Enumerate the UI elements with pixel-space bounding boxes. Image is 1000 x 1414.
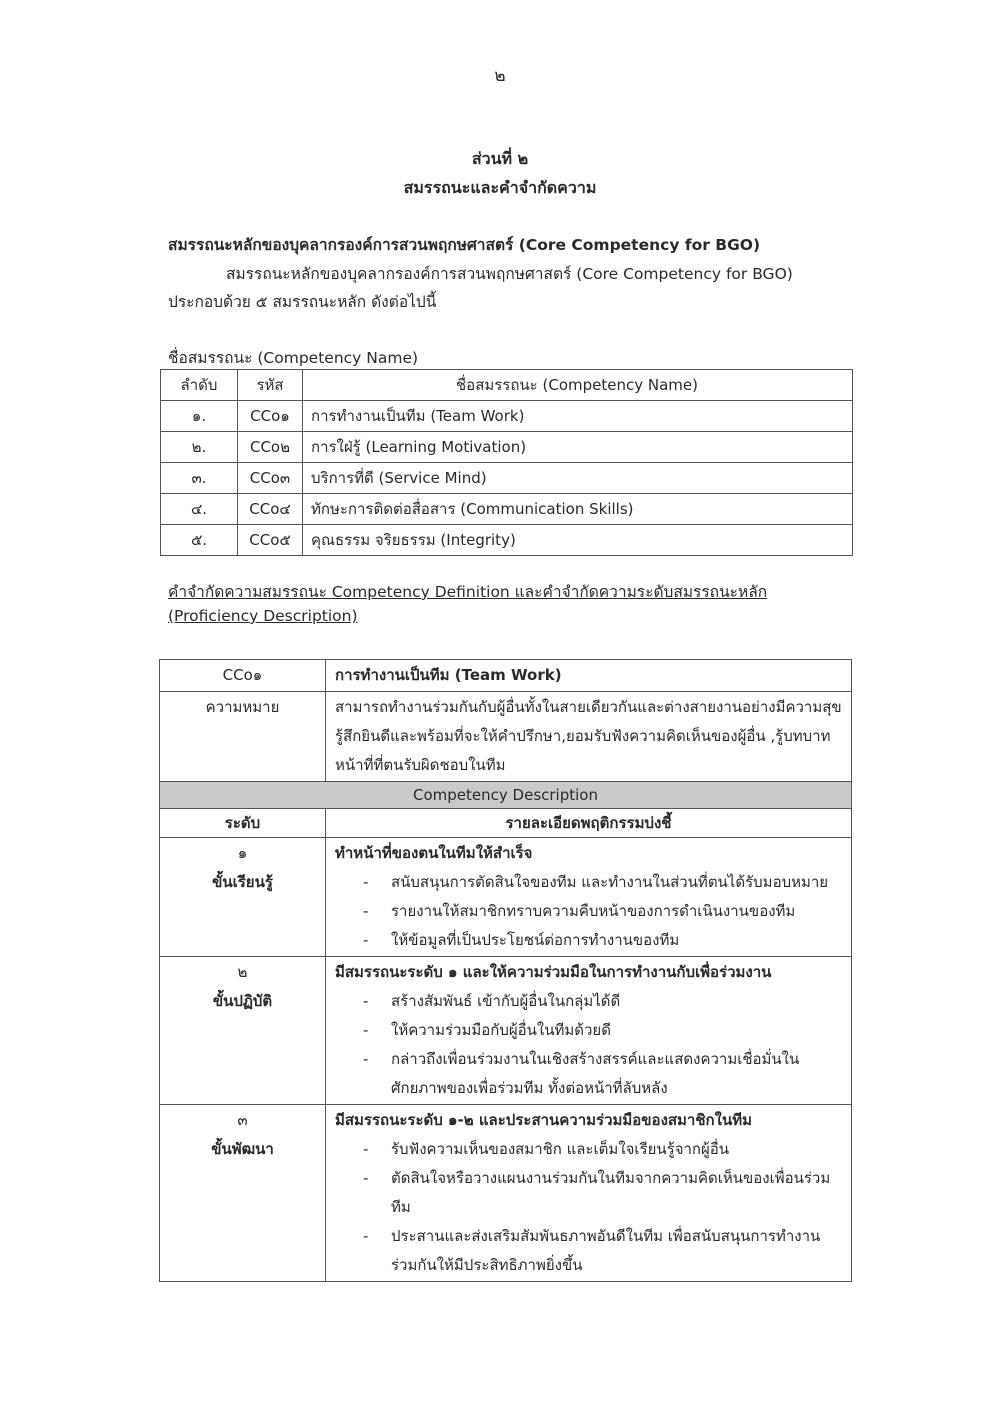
dash-bullet: - [363, 1227, 369, 1245]
competency-detail-table [159, 659, 852, 1282]
row-name: การใฝ่รู้ (Learning Motivation) [303, 432, 853, 463]
level-header: ระดับ [160, 809, 326, 838]
behavior-text: ตัดสินใจหรือวางแผนงานร่วมกันในทีมจากความคิดเห็นของเพื่อนร่วมทีม [391, 1169, 831, 1216]
row-code: CCo๒ [238, 432, 303, 463]
page-number: ๒ [494, 66, 506, 86]
intro-text-line2: ประกอบด้วย ๕ สมรรถนะหลัก ดังต่อไปนี้ [168, 293, 437, 311]
dash-bullet: - [363, 992, 369, 1010]
behavior-text: สนับสนุนการตัดสินใจของทีม และทำงานในส่วนที่ตนได้รับมอบหมาย [391, 873, 829, 891]
level-title: ทำหน้าที่ของตนในทีมให้สำเร็จ [335, 844, 533, 862]
row-name: การทำงานเป็นทีม (Team Work) [303, 401, 853, 432]
table-header-row [161, 370, 853, 401]
header-order: ลำดับ [161, 370, 238, 401]
description-header-row [160, 782, 852, 809]
row-name: บริการที่ดี (Service Mind) [303, 463, 853, 494]
behavior-cell [326, 1105, 852, 1282]
behavior-text: ให้ความร่วมมือกับผู้อื่นในทีมด้วยดี [391, 1021, 611, 1039]
meaning-label: ความหมาย [160, 692, 326, 782]
level-number: ๑ [237, 844, 248, 862]
row-code: CCo๑ [238, 401, 303, 432]
dash-bullet: - [363, 1021, 369, 1039]
part-title: ส่วนที่ ๒ [471, 149, 529, 168]
dash-bullet: - [363, 1169, 369, 1187]
behavior-list [335, 1135, 845, 1280]
header-name: ชื่อสมรรถนะ (Competency Name) [303, 370, 853, 401]
row-code: CCo๔ [238, 494, 303, 525]
row-order: ๒. [161, 432, 238, 463]
behavior-text: รับฟังความเห็นของสมาชิก และเต็มใจเรียนรู้จากผู้อื่น [391, 1140, 730, 1158]
behavior-list [335, 987, 845, 1103]
level-name: ขั้นปฏิบัติ [212, 992, 273, 1010]
level-row [160, 1105, 852, 1282]
meaning-text: สามารถทำงานร่วมกันกับผู้อื่นทั้งในสายเดียวกันและต่างสายงานอย่างมีความสุขรู้สึกยินดีและพร้อมที่จะให้คำปรึกษา,ยอมรับฟังความคิดเห็นของผู้อื่น ,รู้บทบาทหน้าที่ที่ตนรับผิดชอบในทีม [326, 692, 852, 782]
dash-bullet: - [363, 1050, 369, 1068]
dash-bullet: - [363, 873, 369, 891]
table-row [161, 525, 853, 556]
table-row [161, 432, 853, 463]
row-code: CCo๓ [238, 463, 303, 494]
definition-heading-line1: คำจำกัดความสมรรถนะ Competency Definition และคำจำกัดความระดับสมรรถนะหลัก [168, 583, 768, 601]
level-cell [160, 957, 326, 1105]
behavior-text: ประสานและส่งเสริมสัมพันธภาพอันดีในทีม เพื่อสนับสนุนการทำงานร่วมกันให้มีประสิทธิภาพยิ่งขึ้น [391, 1227, 821, 1274]
level-name: ขั้นเรียนรู้ [212, 873, 273, 891]
core-competency-heading: สมรรถนะหลักของบุคลากรองค์การสวนพฤกษศาสตร์ (Core Competency for BGO) [168, 236, 761, 254]
list-item [335, 1222, 845, 1280]
behavior-cell [326, 957, 852, 1105]
list-item [335, 868, 845, 897]
competency-description-header: Competency Description [160, 782, 852, 809]
row-name: ทักษะการติดต่อสื่อสาร (Communication Skills) [303, 494, 853, 525]
row-order: ๕. [161, 525, 238, 556]
level-title: มีสมรรถนะระดับ ๑ และให้ความร่วมมือในการทำงานกับเพื่อร่วมงาน [335, 963, 772, 981]
behavior-list [335, 868, 845, 955]
row-code: CCo๕ [238, 525, 303, 556]
level-row [160, 838, 852, 957]
intro-text-line1: สมรรถนะหลักของบุคลากรองค์การสวนพฤกษศาสตร์ (Core Competency for BGO) [226, 265, 793, 283]
level-cell [160, 838, 326, 957]
dash-bullet: - [363, 902, 369, 920]
behavior-text: ให้ข้อมูลที่เป็นประโยชน์ต่อการทำงานของทีม [391, 931, 680, 949]
level-row [160, 957, 852, 1105]
behavior-text: รายงานให้สมาชิกทราบความคืบหน้าของการดำเนินงานของทีม [391, 902, 796, 920]
row-order: ๔. [161, 494, 238, 525]
behavior-text: สร้างสัมพันธ์ เข้ากับผู้อื่นในกลุ่มได้ดี [391, 992, 621, 1010]
list-item [335, 1045, 845, 1103]
competency-code-row [160, 660, 852, 692]
row-name: คุณธรรม จริยธรรม (Integrity) [303, 525, 853, 556]
table-row [161, 463, 853, 494]
behavior-header: รายละเอียดพฤติกรรมบ่งชี้ [326, 809, 852, 838]
part-subtitle: สมรรถนะและคำจำกัดความ [403, 178, 597, 197]
list-item [335, 987, 845, 1016]
level-header-row [160, 809, 852, 838]
list-item [335, 926, 845, 955]
competency-names-table [160, 369, 853, 556]
row-order: ๑. [161, 401, 238, 432]
definition-heading-line2: (Proficiency Description) [168, 607, 358, 625]
table-row [161, 494, 853, 525]
level-title: มีสมรรถนะระดับ ๑-๒ และประสานความร่วมมือของสมาชิกในทีม [335, 1111, 752, 1129]
level-name: ขั้นพัฒนา [211, 1140, 274, 1158]
list-item [335, 1164, 845, 1222]
table-row [161, 401, 853, 432]
list-item [335, 897, 845, 926]
level-number: ๓ [237, 1111, 248, 1129]
dash-bullet: - [363, 931, 369, 949]
header-code: รหัส [238, 370, 303, 401]
dash-bullet: - [363, 1140, 369, 1158]
behavior-text: กล่าวถึงเพื่อนร่วมงานในเชิงสร้างสรรค์และแสดงความเชื่อมั่นในศักยภาพของเพื่อร่วมทีม ทั้งต่อหน้าที่ลับหลัง [391, 1050, 800, 1097]
row-order: ๓. [161, 463, 238, 494]
list-item [335, 1016, 845, 1045]
names-table-caption: ชื่อสมรรถนะ (Competency Name) [168, 349, 419, 367]
competency-name: การทำงานเป็นทีม (Team Work) [326, 660, 852, 692]
level-cell [160, 1105, 326, 1282]
list-item [335, 1135, 845, 1164]
behavior-cell [326, 838, 852, 957]
meaning-row [160, 692, 852, 782]
competency-code: CCo๑ [160, 660, 326, 692]
level-number: ๒ [237, 963, 248, 981]
